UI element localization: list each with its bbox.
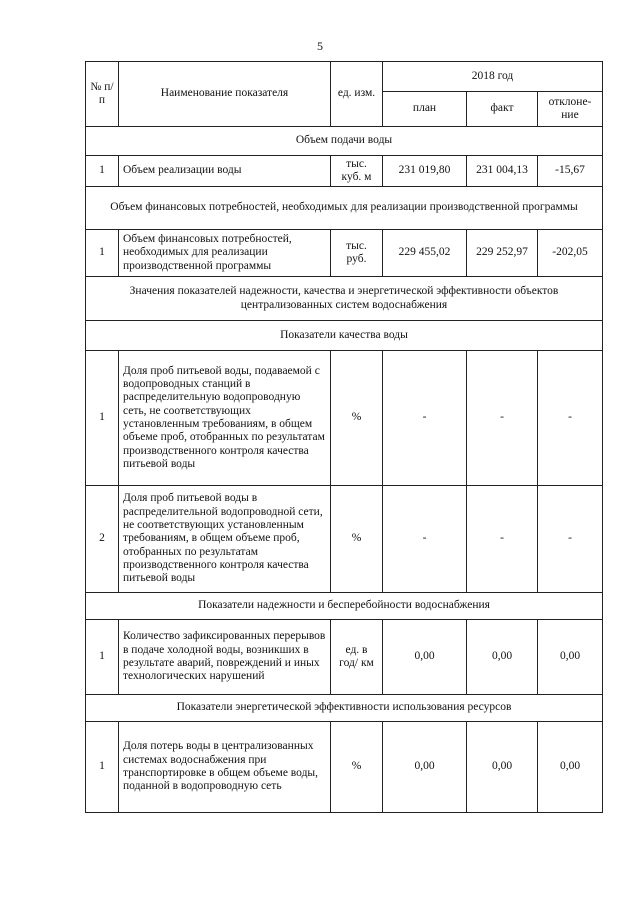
row-name: Доля проб питьевой воды в распределительной водопроводной сети, не соответствующих установленным требованиям, в общем объеме проб, отобранных по результатам производственного контроля качества питьевой воды <box>119 486 331 593</box>
row-fact: - <box>467 486 538 593</box>
row-num: 1 <box>86 230 119 277</box>
header-name: Наименование показателя <box>119 62 331 127</box>
row-num: 1 <box>86 722 119 813</box>
header-fact: факт <box>467 92 538 127</box>
row-plan: 0,00 <box>383 722 467 813</box>
row-deviation: - <box>538 486 603 593</box>
table-row <box>86 722 603 813</box>
section-title: Показатели энергетической эффективности использования ресурсов <box>86 695 603 722</box>
row-unit: % <box>331 722 383 813</box>
indicators-table <box>85 61 603 813</box>
row-num: 1 <box>86 156 119 187</box>
header-deviation: отклоне-ние <box>538 92 603 127</box>
table-row <box>86 351 603 486</box>
row-fact: 0,00 <box>467 722 538 813</box>
row-plan: 0,00 <box>383 620 467 695</box>
row-fact: - <box>467 351 538 486</box>
row-deviation: -15,67 <box>538 156 603 187</box>
row-plan: 231 019,80 <box>383 156 467 187</box>
row-plan: - <box>383 351 467 486</box>
row-fact: 0,00 <box>467 620 538 695</box>
row-unit: % <box>331 486 383 593</box>
section-title: Объем подачи воды <box>86 127 603 156</box>
section-title: Значения показателей надежности, качества и энергетической эффективности объектов централизованных систем водоснабжения <box>86 277 603 321</box>
section-title: Показатели надежности и бесперебойности водоснабжения <box>86 593 603 620</box>
section-title: Показатели качества воды <box>86 321 603 351</box>
row-unit: тыс. руб. <box>331 230 383 277</box>
row-deviation: 0,00 <box>538 722 603 813</box>
row-fact: 229 252,97 <box>467 230 538 277</box>
row-num: 2 <box>86 486 119 593</box>
header-unit: ед. изм. <box>331 62 383 127</box>
header-year: 2018 год <box>383 62 603 92</box>
row-unit: тыс. куб. м <box>331 156 383 187</box>
table-row <box>86 156 603 187</box>
table-row <box>86 230 603 277</box>
page-number: 5 <box>317 39 323 53</box>
section-title: Объем финансовых потребностей, необходимых для реализации производственной программы <box>86 187 603 230</box>
row-deviation: -202,05 <box>538 230 603 277</box>
row-name: Объем финансовых потребностей, необходимых для реализации производственной программы <box>119 230 331 277</box>
row-plan: - <box>383 486 467 593</box>
table-row <box>86 620 603 695</box>
row-name: Количество зафиксированных перерывов в подаче холодной воды, возникших в результате аварий, повреждений и иных технологических нарушений <box>119 620 331 695</box>
row-num: 1 <box>86 351 119 486</box>
header-plan: план <box>383 92 467 127</box>
table-row <box>86 486 603 593</box>
row-unit: % <box>331 351 383 486</box>
row-name: Объем реализации воды <box>119 156 331 187</box>
row-plan: 229 455,02 <box>383 230 467 277</box>
row-fact: 231 004,13 <box>467 156 538 187</box>
header-num: № п/п <box>86 62 119 127</box>
row-deviation: 0,00 <box>538 620 603 695</box>
row-name: Доля проб питьевой воды, подаваемой с водопроводных станций в распределительную водопроводную сеть, не соответствующих установленным требованиям, в общем объеме проб, отобранных по результатам производственного контроля качества питьевой воды <box>119 351 331 486</box>
row-num: 1 <box>86 620 119 695</box>
row-deviation: - <box>538 351 603 486</box>
row-name: Доля потерь воды в централизованных системах водоснабжения при транспортировке в общем объеме воды, поданной в водопроводную сеть <box>119 722 331 813</box>
row-unit: ед. в год/ км <box>331 620 383 695</box>
